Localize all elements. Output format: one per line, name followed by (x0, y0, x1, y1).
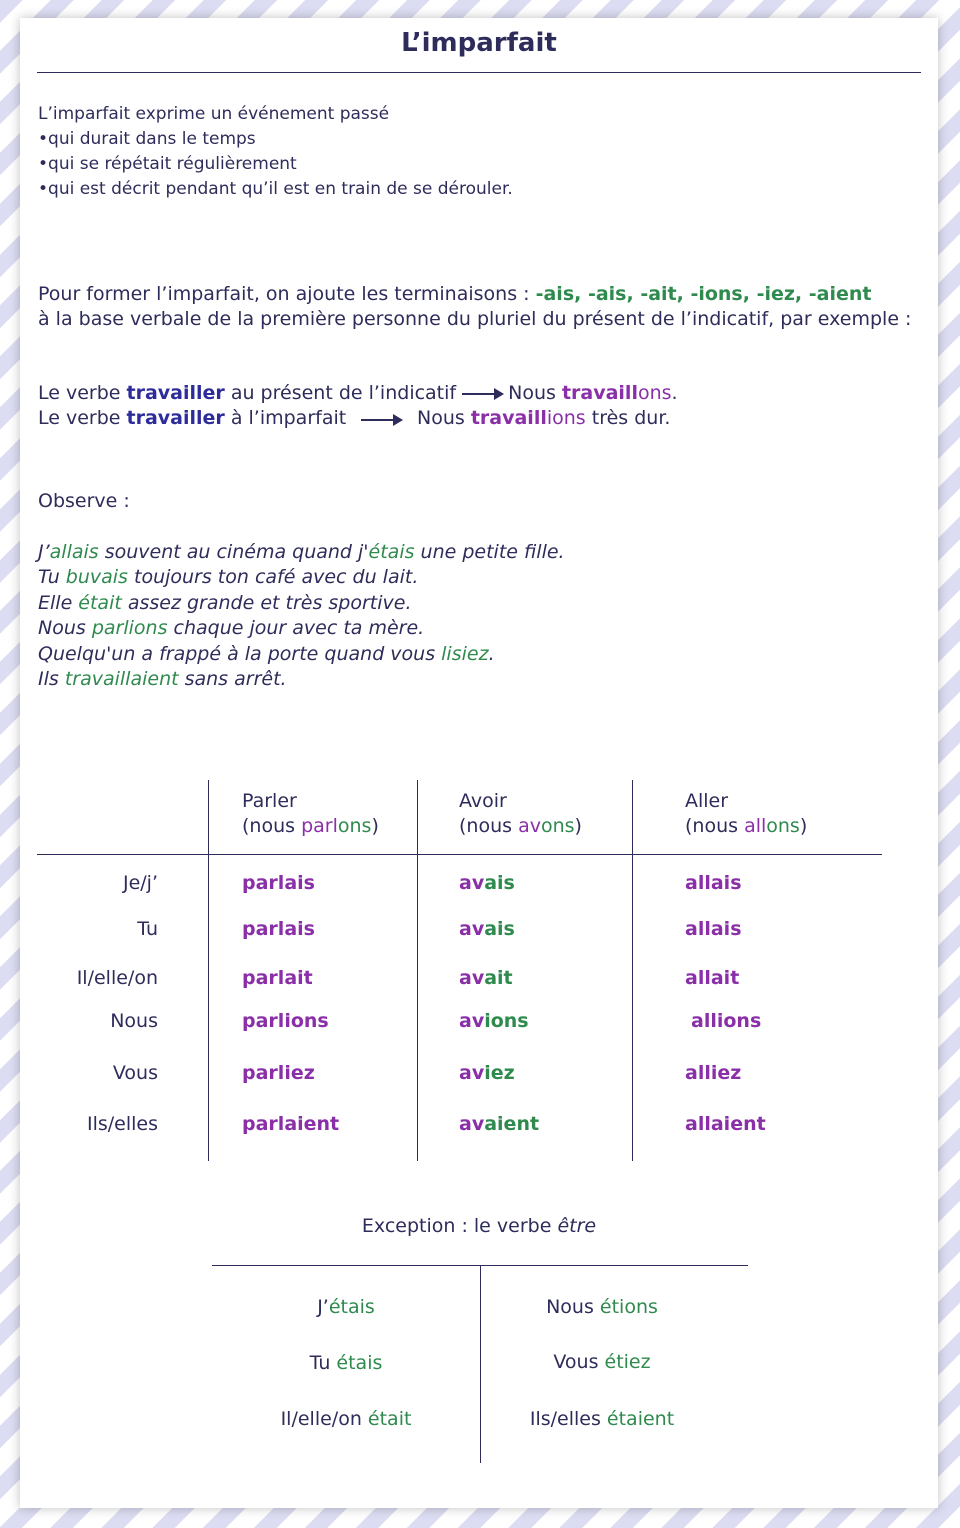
observe-line: Elle était assez grande et très sportive. (38, 591, 412, 614)
table-cell: avaient (459, 1113, 540, 1135)
title-divider (37, 72, 921, 73)
table-cell: allais (685, 918, 742, 940)
table-cell: parlais (242, 872, 315, 894)
table-cell: avait (459, 967, 513, 989)
table-cell: parliez (242, 1062, 315, 1084)
example-line-2: Le verbe travailler à l’imparfait (38, 407, 347, 429)
table-cell: allaient (685, 1113, 766, 1135)
table-header-divider (37, 854, 882, 855)
table-header-avoir: Avoir (nous avons) (459, 790, 582, 837)
observe-line: Ils travaillaient sans arrêt. (38, 668, 287, 691)
table-pronoun: Tu (137, 918, 158, 940)
table-pronoun: Il/elle/on (76, 967, 158, 989)
table-pronoun: Nous (110, 1010, 158, 1032)
table-cell: parlais (242, 918, 315, 940)
table-cell: avais (459, 872, 515, 894)
table-header-aller: Aller (nous allons) (685, 790, 808, 837)
example-result-2: Nous travaillions très dur. (417, 407, 671, 429)
exception-item: Nous étions (546, 1296, 658, 1318)
table-cell: parlions (242, 1010, 329, 1032)
exception-item: Il/elle/on était (280, 1408, 412, 1430)
intro-text (38, 102, 513, 202)
table-pronoun: Vous (112, 1062, 158, 1084)
observe-line: Quelqu'un a frappé à la porte quand vous lisiez. (38, 642, 495, 665)
observe-examples (38, 540, 565, 692)
formation-line-2: à la base verbale de la première personne du pluriel du présent de l’indicatif, par exemple : (38, 308, 912, 330)
formation-line-1: Pour former l’imparfait, on ajoute les terminaisons : -ais, -ais, -ait, -ions, -iez, -aient (38, 283, 872, 305)
endings-list: -ais, -ais, -ait, -ions, -iez, -aient (535, 283, 872, 305)
exception-item: Vous étiez (553, 1351, 651, 1373)
table-cell: parlaient (242, 1113, 340, 1135)
exception-item: J’étais (317, 1296, 375, 1318)
table-cell: avions (459, 1010, 529, 1032)
table-column-divider (208, 780, 209, 1161)
intro-bullet: •qui est décrit pendant qu’il est en train de se dérouler. (38, 179, 513, 199)
arrow-right-icon (462, 393, 502, 395)
table-cell: parlait (242, 967, 313, 989)
intro-line: L’imparfait exprime un événement passé (38, 104, 390, 124)
table-cell: allais (685, 872, 742, 894)
intro-bullet: •qui se répétait régulièrement (38, 154, 297, 174)
table-cell: alliez (685, 1062, 742, 1084)
intro-bullet: •qui durait dans le temps (38, 129, 256, 149)
arrow-right-icon (361, 419, 401, 421)
table-pronoun: Ils/elles (86, 1113, 158, 1135)
table-cell: avais (459, 918, 515, 940)
exception-item: Ils/elles étaient (529, 1408, 675, 1430)
exception-item: Tu étais (309, 1352, 383, 1374)
lesson-card (20, 18, 938, 1508)
example-line-1: Le verbe travailler au présent de l’indicatif Nous travaillons. (38, 382, 678, 404)
table-cell: allait (685, 967, 740, 989)
formation-paragraph (38, 282, 911, 332)
table-column-divider (632, 780, 633, 1161)
observe-line: Tu buvais toujours ton café avec du lait. (38, 566, 419, 589)
table-header-parler: Parler (nous parlons) (242, 790, 379, 837)
page-title: L’imparfait (401, 28, 557, 58)
table-cell: aviez (459, 1062, 515, 1084)
exception-title: Exception : le verbe être (361, 1215, 597, 1237)
table-column-divider (417, 780, 418, 1161)
observe-title: Observe : (38, 490, 130, 512)
observe-line: J’allais souvent au cinéma quand j'étais une petite fille. (38, 541, 565, 563)
table-pronoun: Je/j’ (122, 872, 158, 894)
observe-line: Nous parlions chaque jour avec ta mère. (38, 617, 425, 640)
table-cell: allions (691, 1010, 762, 1032)
